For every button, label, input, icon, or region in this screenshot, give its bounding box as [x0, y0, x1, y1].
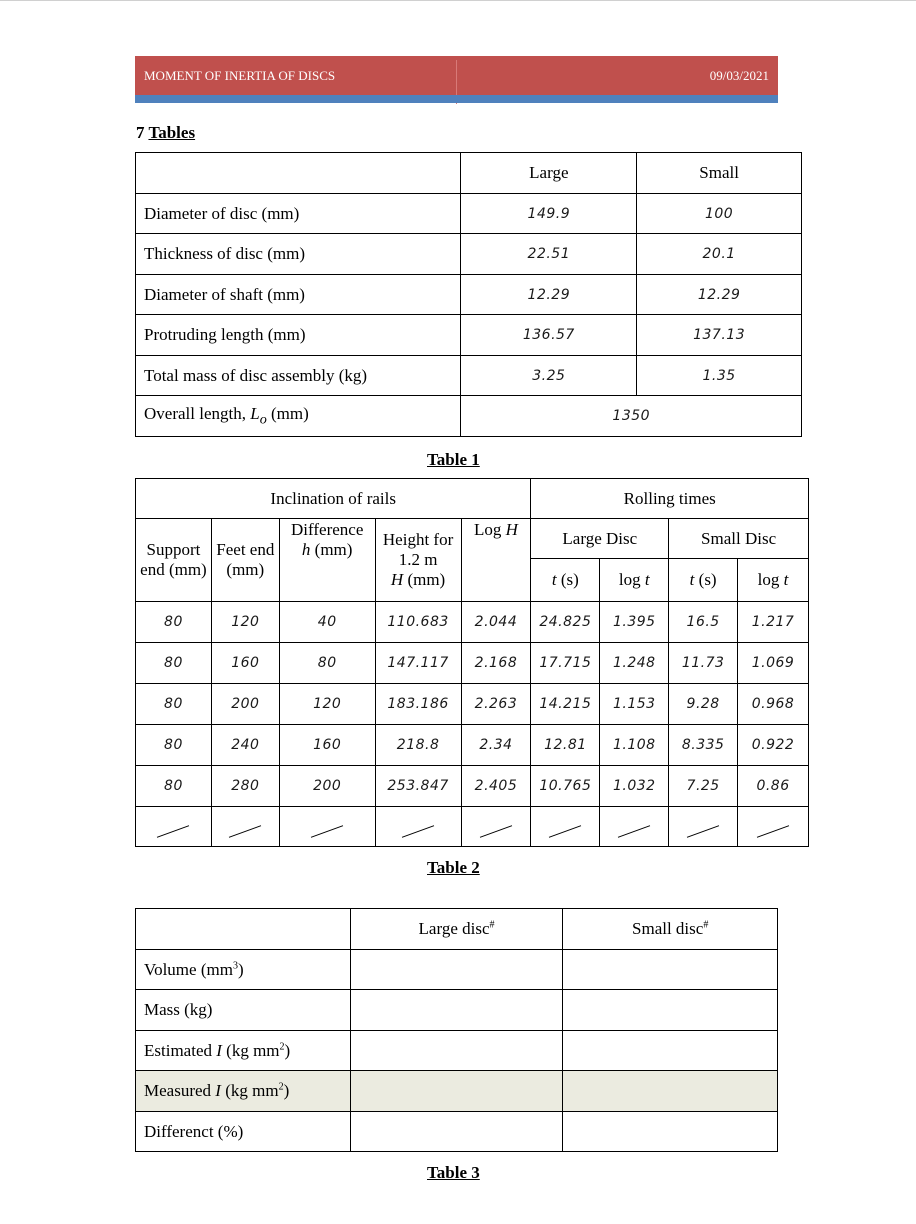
small-value: 137.13 [637, 315, 802, 356]
slash-mark [157, 825, 189, 838]
section-heading [136, 123, 195, 143]
col-support-end: Support end (mm) [136, 519, 212, 602]
section-number: 7 [136, 123, 145, 142]
large-value: 12.29 [461, 275, 637, 315]
cell-large-t: 17.715 [531, 643, 600, 684]
cell-height: 253.847 [375, 766, 461, 807]
large-value: 149.9 [461, 194, 637, 234]
table-row [136, 643, 809, 684]
small-value: 12.29 [637, 275, 802, 315]
large-value: 136.57 [461, 315, 637, 356]
col-log-h: Log H [461, 519, 531, 602]
cell-small-t: 8.335 [669, 725, 738, 766]
cell-difference: 200 [279, 766, 375, 807]
cell-large-log-t: 1.032 [600, 766, 669, 807]
slash-mark [229, 825, 261, 838]
cell-small-log-t: 0.968 [738, 684, 809, 725]
col-large-t: t (s) [531, 559, 600, 602]
cell-small-log-t: 0.922 [738, 725, 809, 766]
row-label: Total mass of disc assembly (kg) [136, 356, 461, 396]
table-3 [135, 908, 778, 1152]
col-small-log-t: log t [738, 559, 809, 602]
cell-difference: 160 [279, 725, 375, 766]
cell-height: 110.683 [375, 602, 461, 643]
cell-log-h: 2.34 [461, 725, 531, 766]
cell-height: 183.186 [375, 684, 461, 725]
slash-mark [687, 825, 719, 838]
empty-cell [563, 1071, 778, 1112]
cell-feet: 240 [211, 725, 279, 766]
table-1-caption: Table 1 [427, 450, 480, 469]
table-row [136, 234, 802, 275]
overall-length-value: 1350 [461, 396, 802, 437]
cell-log-h: 2.044 [461, 602, 531, 643]
table-3-corner [136, 909, 351, 950]
table-3-col-large: Large disc# [350, 909, 563, 950]
table-row [136, 194, 802, 234]
header-date: 09/03/2021 [709, 68, 769, 83]
empty-cell [350, 1071, 563, 1112]
table-2-caption: Table 2 [427, 858, 480, 877]
table-3-col-small: Small disc# [563, 909, 778, 950]
empty-cell [350, 1031, 563, 1071]
table-row [136, 396, 802, 437]
row-label-volume: Volume $(mm^3)$ [136, 950, 351, 990]
cell-feet: 160 [211, 643, 279, 684]
cell-support: 80 [136, 766, 212, 807]
table-1-header-row [136, 153, 802, 194]
slash-mark [757, 825, 789, 838]
table-row [136, 1112, 778, 1152]
empty-cell-slash [136, 807, 212, 847]
table-row [136, 1031, 778, 1071]
empty-cell [350, 950, 563, 990]
slash-mark [311, 825, 343, 838]
cell-feet: 200 [211, 684, 279, 725]
cell-large-log-t: 1.395 [600, 602, 669, 643]
slash-mark [402, 825, 434, 838]
row-label-difference: Differenct (%) [136, 1112, 351, 1152]
table-row [136, 990, 778, 1031]
cell-large-t: 14.215 [531, 684, 600, 725]
cell-height: 218.8 [375, 725, 461, 766]
col-small-disc: Small Disc [669, 519, 809, 559]
table-row [136, 684, 809, 725]
cell-support: 80 [136, 684, 212, 725]
row-label-mass: Mass (kg) [136, 990, 351, 1031]
table-1-col-large: Large [461, 153, 637, 194]
cell-small-log-t: 1.217 [738, 602, 809, 643]
table-row [136, 275, 802, 315]
cell-small-t: 11.73 [669, 643, 738, 684]
cell-support: 80 [136, 602, 212, 643]
row-label: Diameter of disc (mm) [136, 194, 461, 234]
slash-mark [480, 825, 512, 838]
table-row [136, 356, 802, 396]
empty-cell [350, 1112, 563, 1152]
table-row [136, 725, 809, 766]
section-title: Tables [148, 123, 196, 142]
slash-mark [618, 825, 650, 838]
cell-log-h: 2.263 [461, 684, 531, 725]
col-small-t: t (s) [669, 559, 738, 602]
small-value: 100 [637, 194, 802, 234]
small-value: 20.1 [637, 234, 802, 275]
col-difference: Difference h (mm) [279, 519, 375, 602]
table-1-col-small: Small [637, 153, 802, 194]
empty-cell [563, 990, 778, 1031]
cell-feet: 280 [211, 766, 279, 807]
row-label: Thickness of disc (mm) [136, 234, 461, 275]
row-label-measured-i: Measured I (kg $mm^2$) [136, 1071, 351, 1112]
cell-log-h: 2.168 [461, 643, 531, 684]
header-stripe [135, 95, 778, 103]
cell-large-log-t: 1.248 [600, 643, 669, 684]
table-row [136, 315, 802, 356]
row-label-overall-length: Overall length, $L_o$ (mm) [136, 396, 461, 437]
cell-large-log-t: 1.153 [600, 684, 669, 725]
cell-height: 147.117 [375, 643, 461, 684]
cell-small-t: 9.28 [669, 684, 738, 725]
large-value: 22.51 [461, 234, 637, 275]
document-header-bar [135, 56, 778, 95]
cell-difference: 40 [279, 602, 375, 643]
cell-support: 80 [136, 643, 212, 684]
cell-feet: 120 [211, 602, 279, 643]
row-label-estimated-i: Estimated I (kg $mm^2$) [136, 1031, 351, 1071]
page-top-border [0, 0, 916, 1]
group-rolling-times: Rolling times [531, 479, 809, 519]
table-row-highlighted [136, 1071, 778, 1112]
empty-cell-slash [531, 807, 600, 847]
col-large-disc: Large Disc [531, 519, 669, 559]
empty-cell-slash [375, 807, 461, 847]
table-3-caption: Table 3 [427, 1163, 480, 1182]
cell-difference: 120 [279, 684, 375, 725]
row-label: Diameter of shaft (mm) [136, 275, 461, 315]
table-row-struck [136, 807, 809, 847]
table-1 [135, 152, 802, 437]
empty-cell [563, 1112, 778, 1152]
empty-cell [563, 1031, 778, 1071]
empty-cell [350, 990, 563, 1031]
table-row [136, 602, 809, 643]
table-3-header-row [136, 909, 778, 950]
empty-cell-slash [600, 807, 669, 847]
col-height: Height for 1.2 m H (mm) [375, 519, 461, 602]
empty-cell-slash [211, 807, 279, 847]
cell-difference: 80 [279, 643, 375, 684]
empty-cell-slash [738, 807, 809, 847]
cell-small-log-t: 1.069 [738, 643, 809, 684]
table-2-header-row [136, 519, 809, 559]
table-2 [135, 478, 809, 847]
cell-large-t: 12.81 [531, 725, 600, 766]
empty-cell-slash [279, 807, 375, 847]
group-inclination: Inclination of rails [136, 479, 531, 519]
cell-small-t: 16.5 [669, 602, 738, 643]
slash-mark [549, 825, 581, 838]
row-label: Protruding length (mm) [136, 315, 461, 356]
col-large-log-t: log t [600, 559, 669, 602]
table-1-corner [136, 153, 461, 194]
small-value: 1.35 [637, 356, 802, 396]
empty-cell [563, 950, 778, 990]
col-feet-end: Feet end (mm) [211, 519, 279, 602]
cell-log-h: 2.405 [461, 766, 531, 807]
table-row [136, 950, 778, 990]
cell-small-t: 7.25 [669, 766, 738, 807]
header-title: MOMENT OF INERTIA OF DISCS [144, 68, 336, 83]
empty-cell-slash [669, 807, 738, 847]
cell-large-t: 24.825 [531, 602, 600, 643]
empty-cell-slash [461, 807, 531, 847]
cell-large-t: 10.765 [531, 766, 600, 807]
table-row [136, 766, 809, 807]
cell-small-log-t: 0.86 [738, 766, 809, 807]
cell-support: 80 [136, 725, 212, 766]
cell-large-log-t: 1.108 [600, 725, 669, 766]
large-value: 3.25 [461, 356, 637, 396]
table-2-group-header [136, 479, 809, 519]
